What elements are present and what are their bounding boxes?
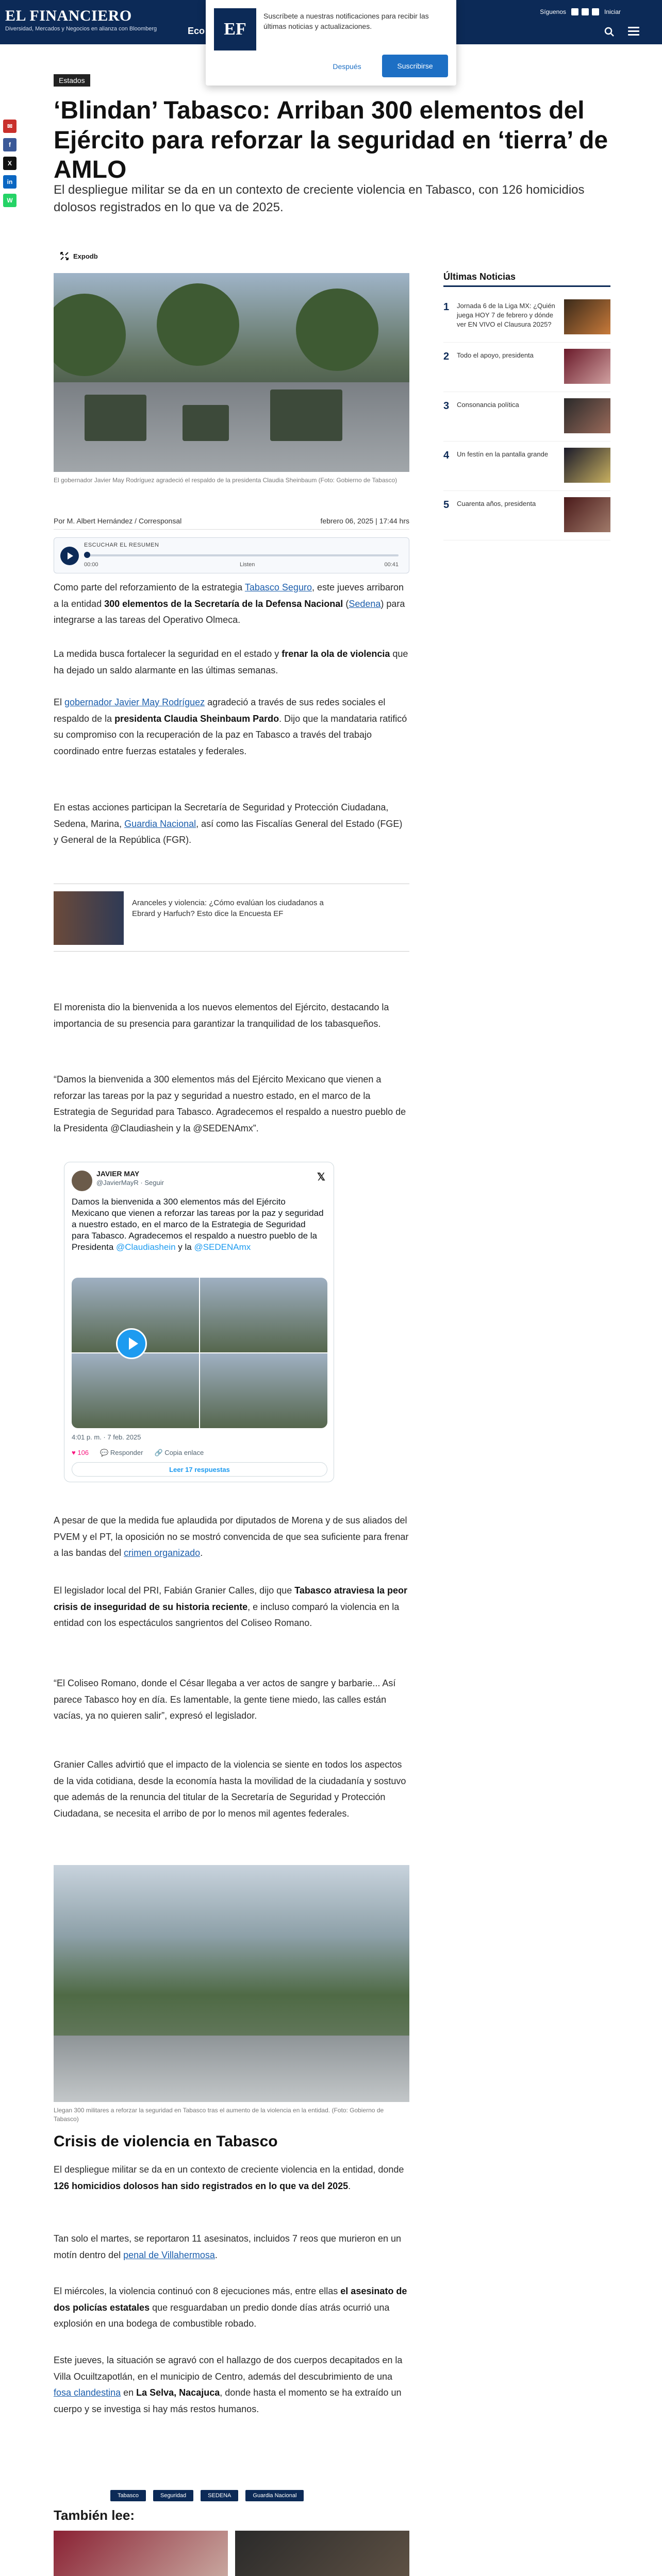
share-rail — [3, 120, 18, 212]
mail-icon[interactable]: ✉ — [3, 120, 16, 133]
follow-label: Síguenos — [540, 8, 566, 15]
tweet-media-grid[interactable] — [72, 1278, 327, 1428]
audio-progress-bar[interactable] — [84, 554, 399, 556]
sidebar-news-item[interactable] — [443, 293, 610, 343]
sidebar-news-item[interactable] — [443, 442, 610, 491]
tweet-actions — [72, 1449, 204, 1457]
x-icon[interactable]: X — [3, 157, 16, 170]
news-rank: 5 — [443, 499, 450, 511]
tweet-handle[interactable]: @JavierMayR · Seguir — [96, 1179, 164, 1187]
expand-icon — [60, 251, 69, 261]
audio-time-start: 00:00 — [84, 562, 98, 568]
paragraph-12: Tan solo el martes, se reportaron 11 asesinatos, incluidos 7 reos que murieron en un motín dentro del penal de Villahermosa. — [54, 2233, 402, 2260]
news-title: Cuarenta años, presidenta — [457, 500, 536, 507]
tag-link[interactable]: SEDENA — [201, 2490, 238, 2501]
paragraph-14: Este jueves, la situación se agravó con el hallazgo de dos cuerpos decapitados en la Villa Ocuiltzapotlán, en el municipio de Centro, además del descubrimiento de una fosa clandestina en La Selva, Nacajuca, donde hasta el momento se ha extraído un cuerpo y se investiga si hay más restos humanos. — [54, 2355, 403, 2414]
mention-link[interactable]: @Claudiashein — [116, 1242, 176, 1252]
news-title: Un festín en la pantalla grande — [457, 450, 549, 458]
paragraph-11: El despliegue militar se da en un contexto de creciente violencia en la entidad, donde 126 homicidios dolosos han sido registrados en lo que va del 2025. — [54, 2164, 404, 2191]
audio-scrubber[interactable] — [84, 552, 90, 558]
audio-brand: Listen — [240, 562, 255, 568]
sidebar-news-item[interactable] — [443, 491, 610, 540]
paragraph-7: A pesar de que la medida fue aplaudida por diputados de Morena y de sus aliados del PVEM y el PT, la oposición no se mostró convencida de que sea suficiente para frenar a las bandas del crimen organizado. — [54, 1515, 409, 1558]
paragraph-10: Granier Calles advirtió que el impacto de la violencia se siente en todos los aspectos de la vida cotidiana, desde la economía hasta la movilidad de la ciudadanía y sostuvo que además de la renuncia del titular de la Secretaría de Seguridad y Protección Ciudadana, se necesita el arribo de por lo menos mil agentes federales. — [54, 1759, 406, 1819]
news-rank: 4 — [443, 450, 450, 461]
paragraph-6: “Damos la bienvenida a 300 elementos más del Ejército Mexicano que vienen a reforzar las tareas por la paz y seguridad a nuestro estado, en el marco de la Estrategia de Seguridad para Tabasco. Agradecemos el respaldo a nuestro pueblo de la Presidenta @Claudiashein y la @SEDENAmx”. — [54, 1074, 406, 1133]
facebook-icon[interactable]: f — [3, 138, 16, 151]
news-thumbnail — [564, 299, 610, 334]
paragraph-3: El gobernador Javier May Rodríguez agradeció a través de sus redes sociales el respaldo de la presidenta Claudia Sheinbaum Pardo. Dijo que la mandataria ratificó su compromiso con la recuperación de la paz en Tabasco a través del trabajo coordinado entre fuerzas estatales y federales. — [54, 697, 407, 756]
related-title: Aranceles y violencia: ¿Cómo evalúan los ciudadanos a Ebrard y Harfuch? Esto dice la Encuesta EF — [132, 899, 324, 918]
linkedin-icon[interactable]: in — [3, 175, 16, 189]
article-tags — [110, 2490, 304, 2501]
play-icon[interactable] — [60, 547, 79, 565]
also-read-card[interactable] — [235, 2531, 409, 2576]
news-rank: 2 — [443, 351, 450, 362]
news-rank: 1 — [443, 301, 450, 313]
sidebar-title: Últimas Noticias — [443, 272, 610, 287]
section-tag[interactable]: Estados — [54, 74, 90, 87]
signin-link[interactable]: Iniciar — [604, 8, 621, 15]
instagram-icon[interactable] — [592, 8, 599, 15]
copy-link-button[interactable]: 🔗 Copia enlace — [154, 1449, 204, 1456]
paragraph-9: “El Coliseo Romano, donde el César llegaba a ver actos de sangre y barbarie... Así parece Tabasco hoy en día. Es lamentable, la gente tiene miedo, las calles están vacías, ya no quieren salir”, expresó el legislador. — [54, 1678, 396, 1721]
link-penal[interactable]: penal de Villahermosa — [123, 2249, 215, 2260]
notification-logo: EF — [214, 8, 256, 50]
news-thumbnail — [564, 497, 610, 532]
news-title: Consonancia política — [457, 401, 519, 409]
related-thumbnail — [54, 891, 124, 945]
social-icons — [571, 8, 599, 15]
paragraph-1: Como parte del reforzamiento de la estrategia Tabasco Seguro, este jueves arribaron a la entidad 300 elementos de la Secretaría de la Defensa Nacional (Sedena) para integrarse a las tareas del Operativo Olmeca. — [54, 582, 405, 625]
mention-link[interactable]: @SEDENAmx — [194, 1242, 251, 1252]
latest-news-sidebar — [443, 272, 610, 540]
video-play-icon[interactable] — [116, 1328, 147, 1359]
read-replies-button[interactable]: Leer 17 respuestas — [72, 1462, 327, 1477]
x-logo-icon[interactable]: 𝕏 — [317, 1172, 325, 1183]
hamburger-menu-icon[interactable] — [628, 27, 639, 36]
avatar[interactable] — [72, 1171, 92, 1191]
article-headline: ‘Blindan’ Tabasco: Arriban 300 elementos del Ejército para reforzar la seguridad en ‘tierra’ de AMLO — [54, 97, 608, 184]
article-image-2 — [54, 1865, 409, 2102]
whatsapp-icon[interactable]: W — [3, 194, 16, 207]
site-logo[interactable] — [5, 7, 157, 32]
tweet-text: Damos la bienvenida a 300 elementos más del Ejército Mexicano que vienen a reforzar las tareas por la paz y seguridad a nuestro estado, en el marco de la Estrategia de Seguridad para Tabasco. Agradecemos el respaldo a nuestro pueblo de la Presidenta @Claudiashein y la @SEDENAmx — [72, 1197, 324, 1252]
hero-caption: El gobernador Javier May Rodríguez agradeció el respaldo de la presidenta Claudia Sheinbaum (Foto: Gobierno de Tabasco) — [54, 477, 398, 484]
link-governor[interactable]: gobernador Javier May Rodríguez — [64, 697, 205, 707]
like-button[interactable]: ♥ 106 — [72, 1449, 89, 1456]
audio-time-end: 00:41 — [384, 562, 399, 568]
sidebar-news-item[interactable] — [443, 343, 610, 392]
tag-link[interactable]: Tabasco — [110, 2490, 146, 2501]
author[interactable]: Por M. Albert Hernández / Corresponsal — [54, 517, 182, 525]
facebook-icon[interactable] — [571, 8, 578, 15]
link-guardia-nacional[interactable]: Guardia Nacional — [124, 818, 196, 829]
notification-message: Suscríbete a nuestras notificaciones para recibir las últimas noticias y actualizaciones. — [263, 12, 429, 30]
link-sedena[interactable]: Sedena — [349, 598, 381, 609]
byline — [54, 517, 409, 530]
section-heading: Crisis de violencia en Tabasco — [54, 2133, 278, 2150]
tag-link[interactable]: Seguridad — [153, 2490, 193, 2501]
also-read-thumbnail — [235, 2531, 409, 2576]
paragraph-5: El morenista dio la bienvenida a los nuevos elementos del Ejército, destacando la importancia de su presencia para garantizar la tranquilidad de los tabasqueños. — [54, 1002, 389, 1029]
sidebar-news-item[interactable] — [443, 392, 610, 442]
search-icon[interactable] — [604, 27, 615, 37]
logo-subtitle: Diversidad, Mercados y Negocios en alianza con Bloomberg — [5, 26, 157, 32]
tweet-date[interactable]: 4:01 p. m. · 7 feb. 2025 — [72, 1433, 141, 1441]
reply-button[interactable]: 💬 Responder — [100, 1449, 143, 1456]
news-thumbnail — [564, 349, 610, 384]
embedded-tweet — [64, 1162, 334, 1482]
tweet-author-name[interactable]: JAVIER MAY — [96, 1170, 140, 1178]
logo-text: EL FINANCIERO — [5, 7, 132, 24]
header-utilities — [540, 8, 621, 15]
also-read-card[interactable] — [54, 2531, 228, 2576]
also-read-title: También lee: — [54, 2507, 135, 2523]
news-title: Todo el apoyo, presidenta — [457, 351, 534, 359]
related-article[interactable] — [54, 884, 409, 952]
audio-player — [54, 537, 409, 573]
news-title: Jornada 6 de la Liga MX: ¿Quién juega HOY 7 de febrero y dónde ver EN VIVO el Clausura 2025? — [457, 302, 555, 329]
publish-date: febrero 06, 2025 | 17:44 hrs — [320, 517, 409, 525]
notification-prompt — [206, 0, 456, 86]
link-tabasco-seguro[interactable]: Tabasco Seguro — [244, 582, 312, 592]
news-thumbnail — [564, 448, 610, 483]
image-2-caption: Llegan 300 militares a reforzar la seguridad en Tabasco tras el aumento de la violencia en la entidad. (Foto: Gobierno de Tabasco) — [54, 2107, 384, 2123]
x-icon[interactable] — [582, 8, 589, 15]
paragraph-4: En estas acciones participan la Secretaría de Seguridad y Protección Ciudadana, Sedena, Marina, Guardia Nacional, así como las Fiscalías General del Estado (FGE) y General de la República (FGR). — [54, 802, 403, 845]
hero-image — [54, 273, 409, 472]
article-deck: El despliegue militar se da en un contexto de creciente violencia en Tabasco, con 126 homicidios dolosos registrados en lo que va de 2025. — [54, 183, 585, 214]
news-thumbnail — [564, 398, 610, 433]
paragraph-8: El legislador local del PRI, Fabián Granier Calles, dijo que Tabasco atraviesa la peor crisis de inseguridad de su historia reciente, e incluso comparó la violencia en la entidad con los espectáculos sangrientos del Coliseo Romano. — [54, 1585, 408, 1628]
paragraph-13: El miércoles, la violencia continuó con 8 ejecuciones más, entre ellas el asesinato de dos policías estatales que resguardaban un predio donde días atrás ocurrió una explosión en una bodega de combustible robado. — [54, 2286, 407, 2329]
also-read-thumbnail — [54, 2531, 228, 2576]
link-fosa[interactable]: fosa clandestina — [54, 2387, 121, 2398]
notification-subscribe-button[interactable]: Suscribirse — [382, 55, 448, 77]
expodb-badge[interactable] — [60, 251, 98, 261]
news-rank: 3 — [443, 400, 450, 412]
audio-title: ESCUCHAR EL RESUMEN — [84, 542, 159, 548]
expodb-label: Expodb — [73, 252, 98, 260]
notification-later-button[interactable]: Después — [333, 62, 361, 71]
link-crimen-organizado[interactable]: crimen organizado — [124, 1548, 201, 1558]
nav-item-economia[interactable]: Eco — [188, 26, 205, 36]
paragraph-2: La medida busca fortalecer la seguridad en el estado y frenar la ola de violencia que ha dejado un saldo alarmante en las últimas semanas. — [54, 649, 408, 675]
tag-link[interactable]: Guardia Nacional — [245, 2490, 304, 2501]
